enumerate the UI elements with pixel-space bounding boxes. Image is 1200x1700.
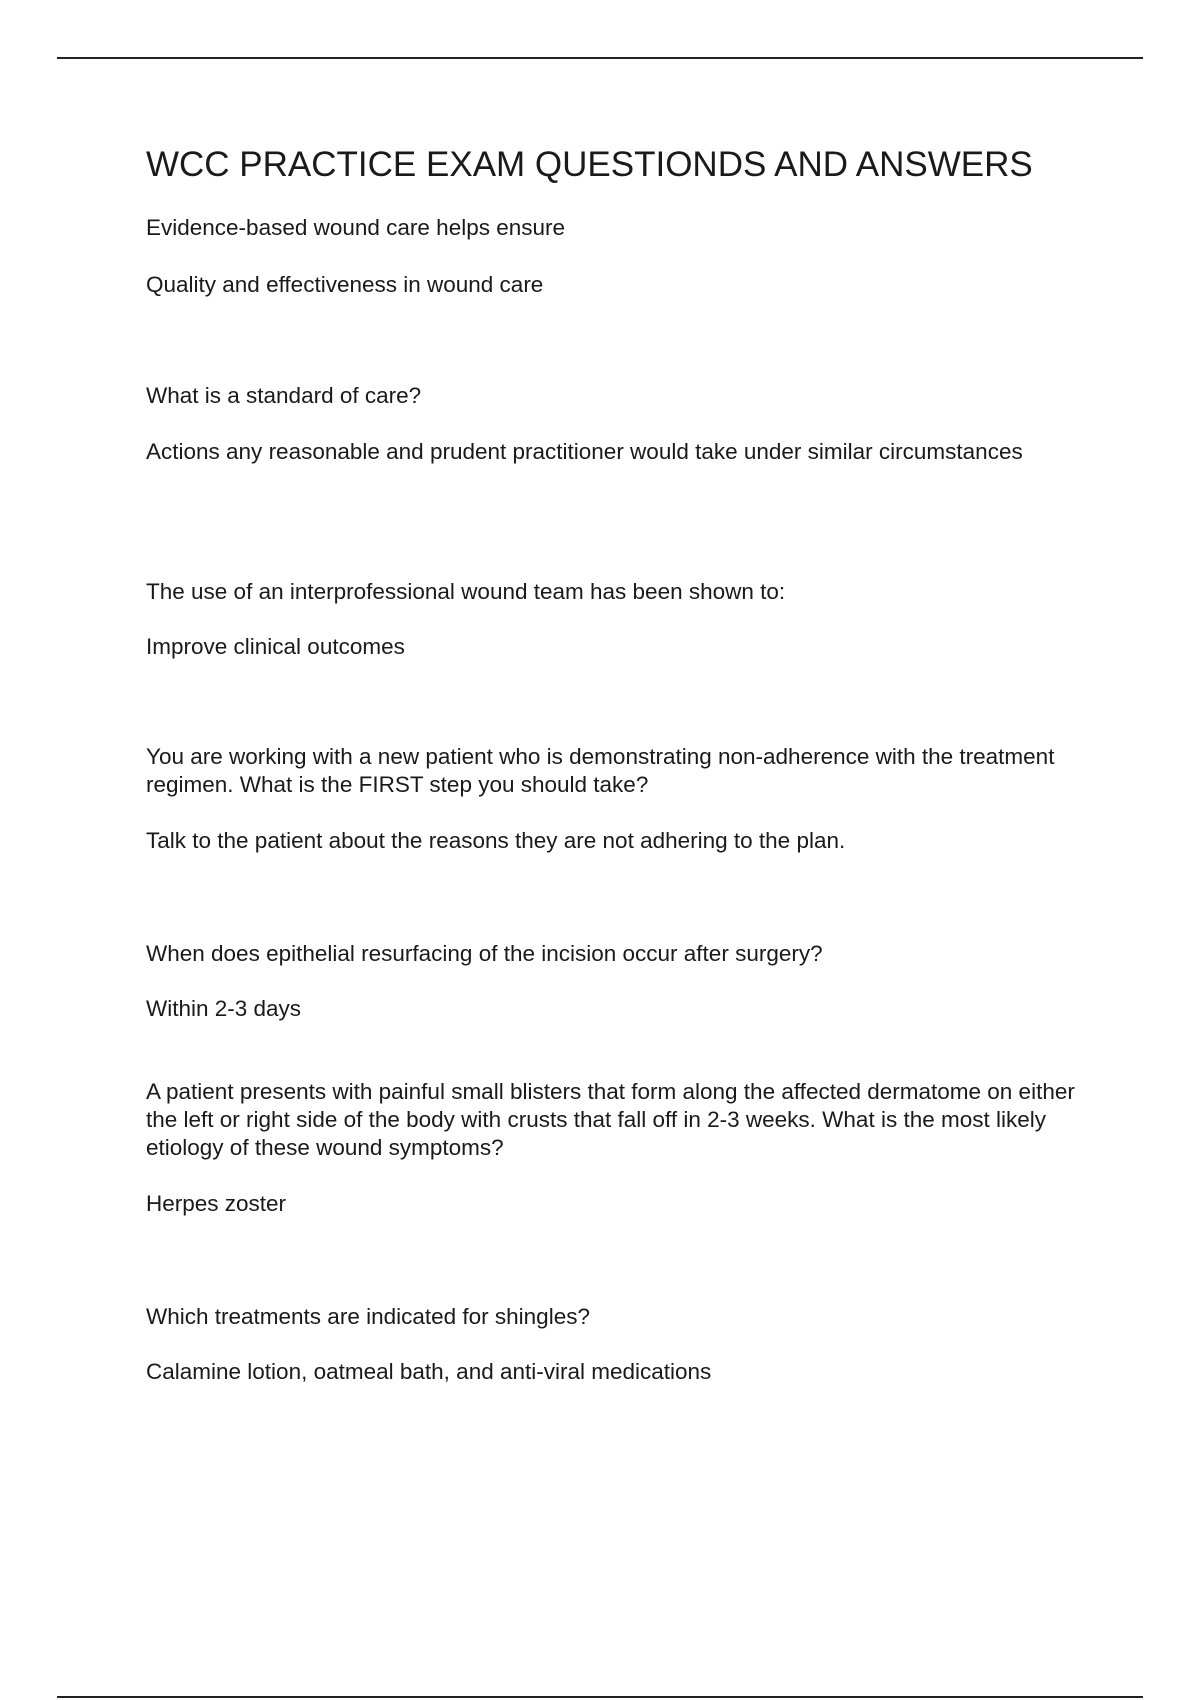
answer-7: Calamine lotion, oatmeal bath, and anti-viral medications xyxy=(146,1359,712,1384)
answer-1: Quality and effectiveness in wound care xyxy=(146,272,544,297)
answer-6: Herpes zoster xyxy=(146,1191,287,1216)
top-divider xyxy=(57,57,1143,59)
question-1: Evidence-based wound care helps ensure xyxy=(146,215,566,240)
question-5: When does epithelial resurfacing of the incision occur after surgery? xyxy=(146,941,823,966)
answer-4: Talk to the patient about the reasons they are not adhering to the plan. xyxy=(146,828,846,853)
answer-5: Within 2-3 days xyxy=(146,996,302,1021)
question-3: The use of an interprofessional wound team has been shown to: xyxy=(146,579,786,604)
page-title: WCC PRACTICE EXAM QUESTIONDS AND ANSWERS xyxy=(146,145,1033,184)
question-7: Which treatments are indicated for shingles? xyxy=(146,1304,590,1329)
question-6: A patient presents with painful small blisters that form along the affected dermatome on either the left or right side of the body with crusts that fall off in 2-3 weeks. What is the most likely etiology of these wound symptoms? xyxy=(146,1079,1075,1160)
question-2: What is a standard of care? xyxy=(146,383,422,408)
answer-3: Improve clinical outcomes xyxy=(146,634,405,659)
question-4: You are working with a new patient who is demonstrating non-adherence with the treatment regimen. What is the FIRST step you should take? xyxy=(146,744,1055,797)
bottom-divider xyxy=(57,1696,1143,1698)
answer-2: Actions any reasonable and prudent practitioner would take under similar circumstances xyxy=(146,439,1023,464)
